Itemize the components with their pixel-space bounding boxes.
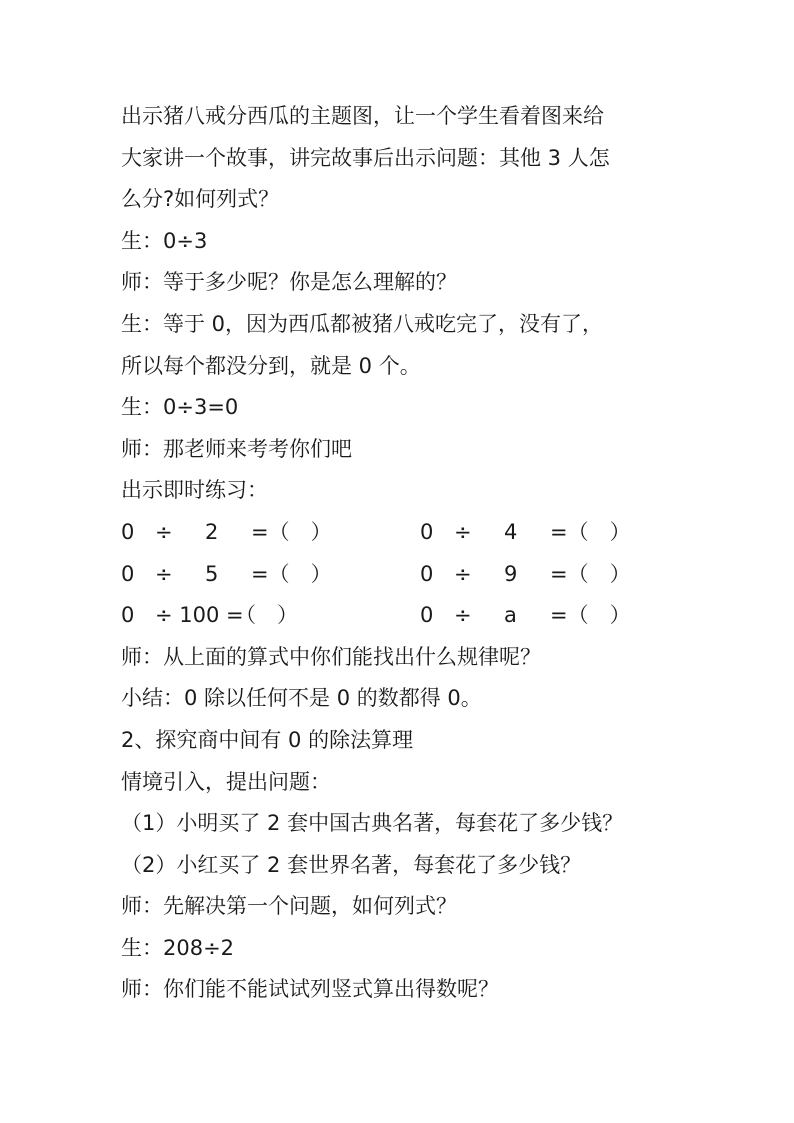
text-line: 出示猪八戒分西瓜的主题图，让一个学生看着图来给 xyxy=(121,104,604,128)
divisor: 4 xyxy=(504,519,518,544)
divide-sign: ÷ xyxy=(155,519,173,544)
divisor: 2 xyxy=(205,519,219,544)
dialog-line: 所以每个都没分到，就是 0 个。 xyxy=(121,353,421,378)
dialog-line: 师：那老师来考考你们吧 xyxy=(121,436,352,461)
dialog-line: 生：0÷3=0 xyxy=(121,395,239,420)
dialog-line: 师：等于多少呢？你是怎么理解的？ xyxy=(121,270,457,295)
exercise-row xyxy=(121,554,681,596)
dividend: 0 xyxy=(420,603,434,628)
exercise-row xyxy=(121,512,681,554)
dividend: 0 xyxy=(121,603,135,628)
divisor: 9 xyxy=(504,561,518,586)
document-body xyxy=(121,96,681,1011)
text-line: 情境引入，提出问题： xyxy=(121,769,331,794)
dialog-line: 生：0÷3 xyxy=(121,228,208,253)
answer-blank: （ ） xyxy=(235,603,298,628)
dividend: 0 xyxy=(121,561,135,586)
text-line: 么分?如何列式？ xyxy=(121,187,280,212)
divide-expression: ÷ 100 = xyxy=(155,603,244,628)
dividend: 0 xyxy=(420,519,434,544)
answer-blank: =（ ） xyxy=(251,561,332,586)
dialog-line: 出示即时练习： xyxy=(121,478,268,503)
divide-sign: ÷ xyxy=(454,603,472,628)
question-line: （2）小红买了 2 套世界名著，每套花了多少钱？ xyxy=(121,852,582,877)
section-heading: 2、探究商中间有 0 的除法算理 xyxy=(121,727,414,752)
divide-sign: ÷ xyxy=(155,561,173,586)
dialog-line: 生：208÷2 xyxy=(121,935,235,960)
divide-sign: ÷ xyxy=(454,561,472,586)
divisor: 5 xyxy=(205,561,219,586)
dialog-line: 生：等于 0，因为西瓜都被猪八戒吃完了，没有了， xyxy=(121,311,604,336)
answer-blank: =（ ） xyxy=(550,603,631,628)
dialog-line: 师：从上面的算式中你们能找出什么规律呢？ xyxy=(121,644,541,669)
text-line: 大家讲一个故事，讲完故事后出示问题：其他 3 人怎 xyxy=(121,145,610,170)
answer-blank: =（ ） xyxy=(550,519,631,544)
answer-blank: =（ ） xyxy=(550,561,631,586)
dividend: 0 xyxy=(121,519,135,544)
dividend: 0 xyxy=(420,561,434,586)
divisor: a xyxy=(504,603,517,628)
divide-sign: ÷ xyxy=(454,519,472,544)
dialog-line: 师：先解决第一个问题，如何列式？ xyxy=(121,894,457,919)
summary-line: 小结：0 除以任何不是 0 的数都得 0。 xyxy=(121,686,482,711)
question-line: （1）小明买了 2 套中国古典名著，每套花了多少钱？ xyxy=(121,811,624,836)
dialog-line: 师：你们能不能试试列竖式算出得数呢？ xyxy=(121,977,499,1002)
answer-blank: =（ ） xyxy=(251,519,332,544)
exercise-row xyxy=(121,595,681,637)
